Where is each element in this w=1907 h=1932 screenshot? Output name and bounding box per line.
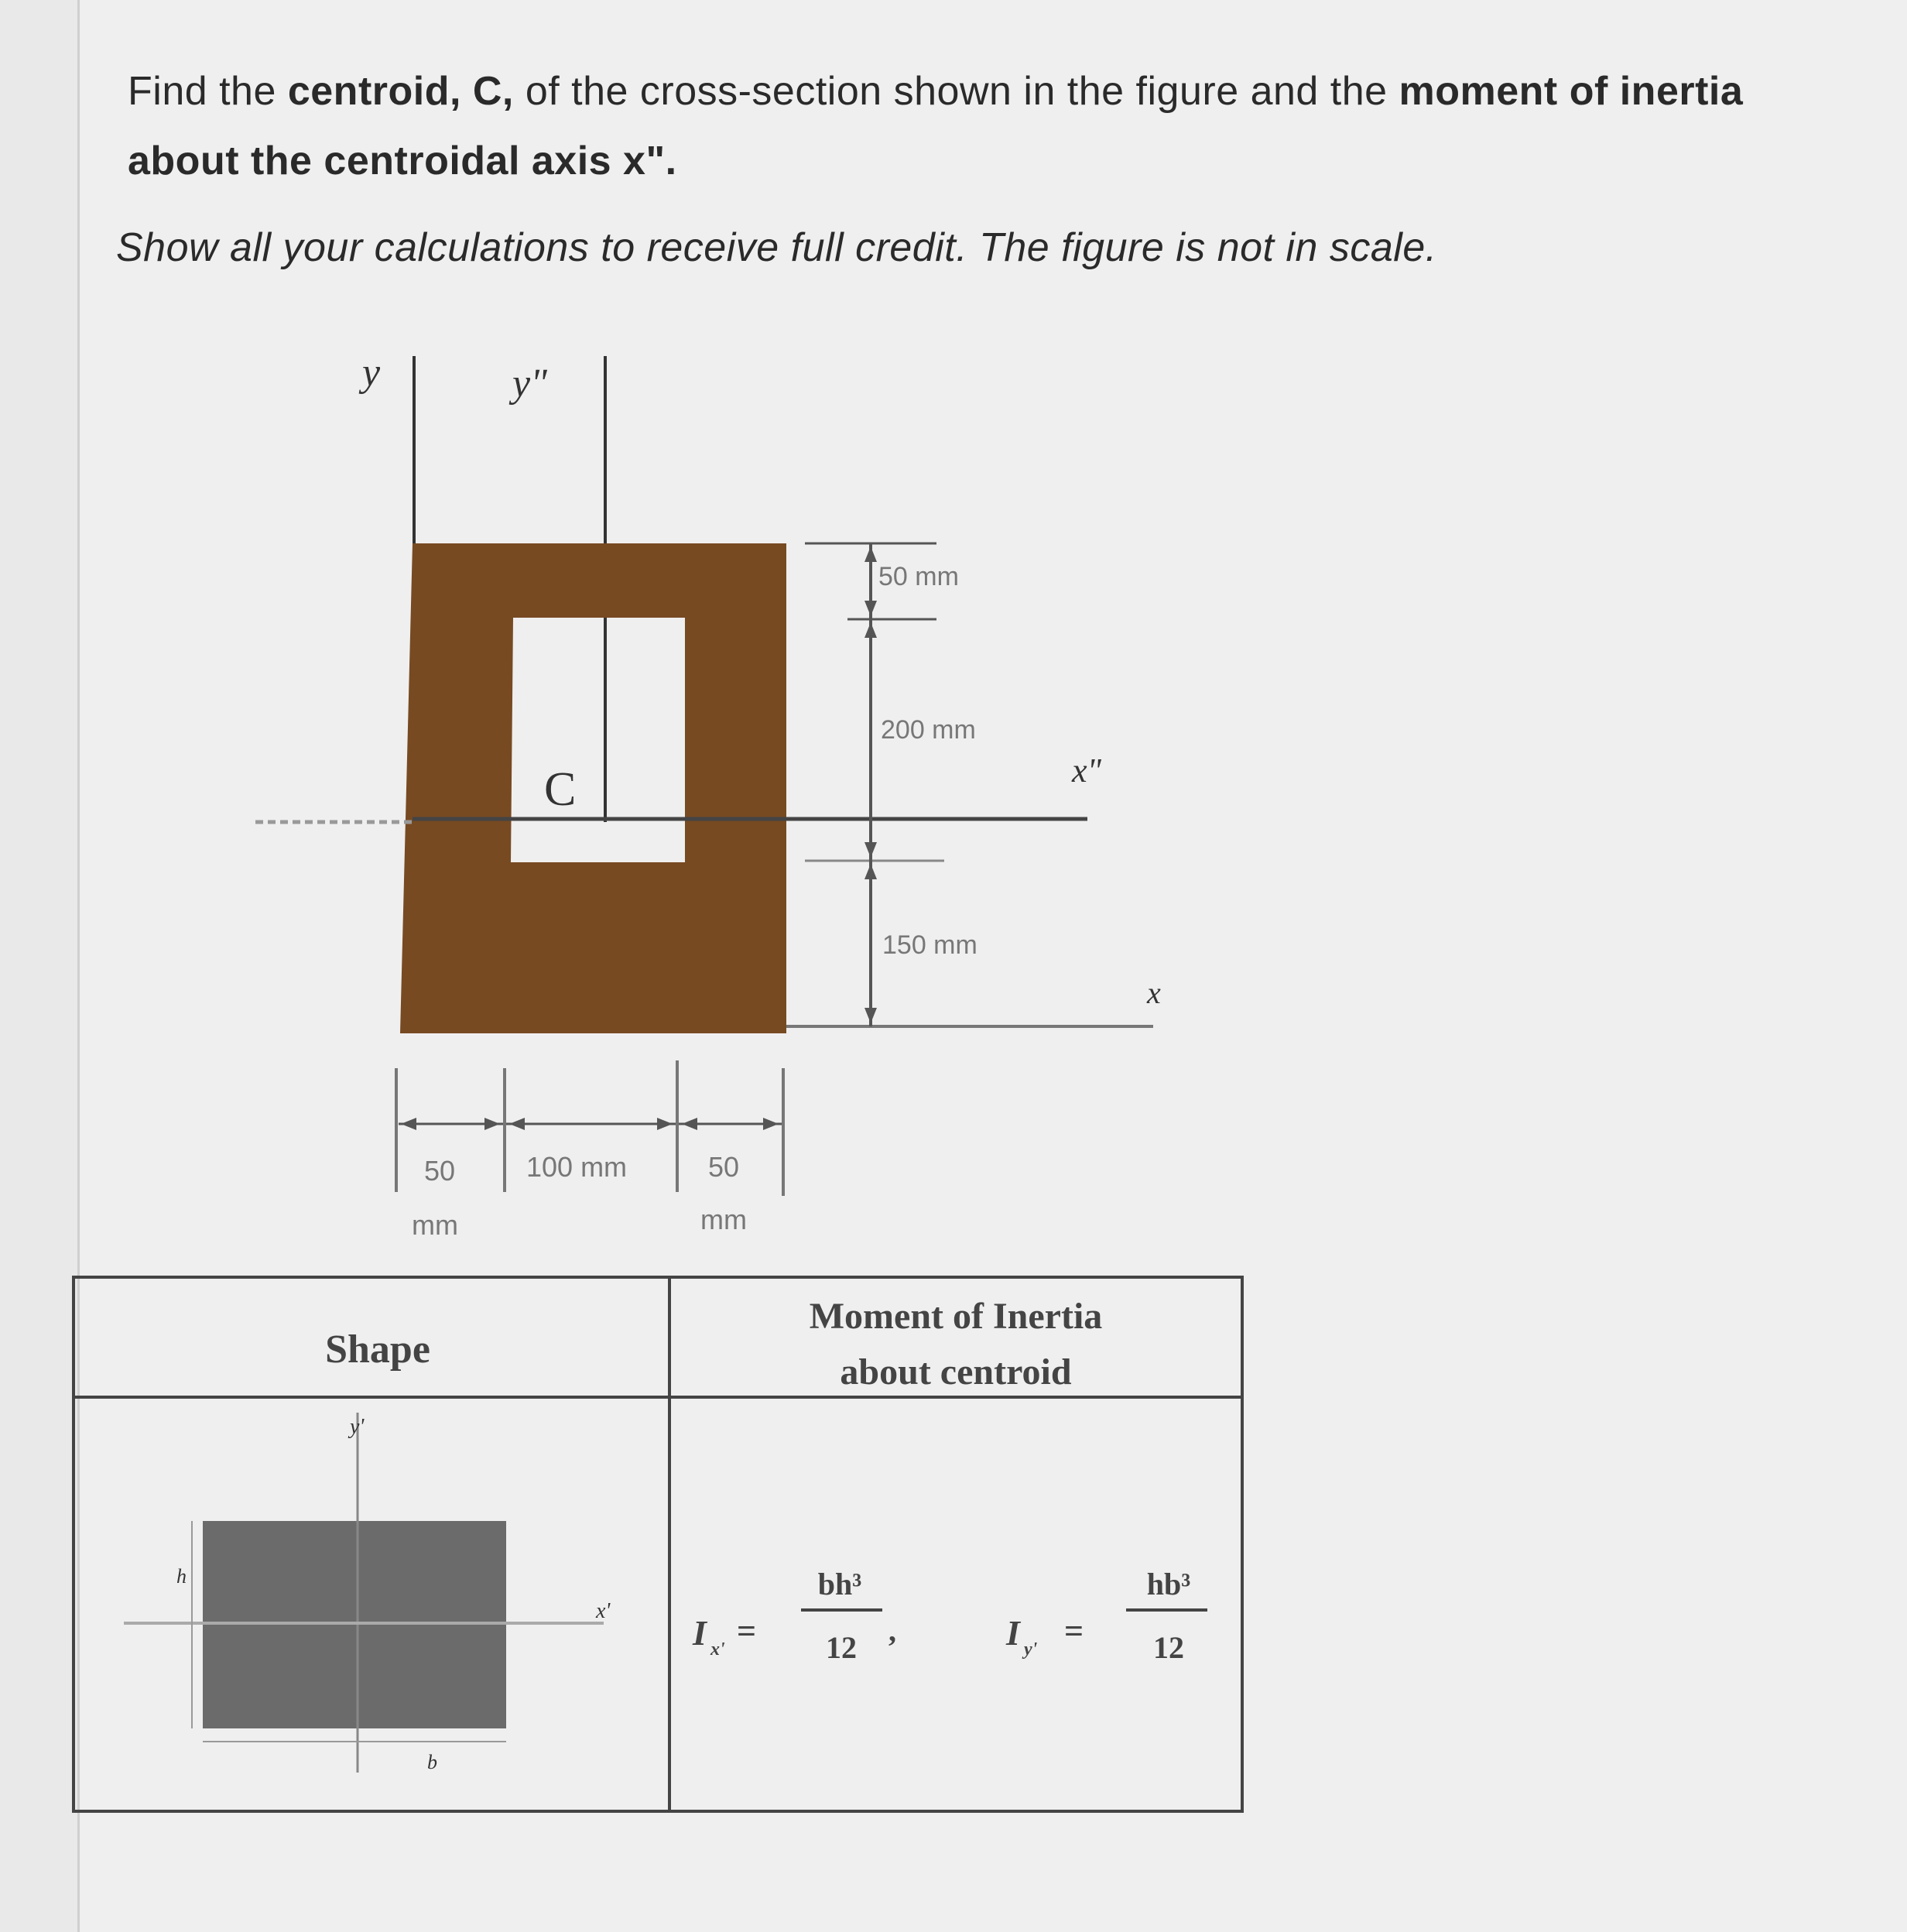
svg-text:bh³: bh³	[817, 1567, 862, 1601]
svg-text:y': y'	[1024, 1639, 1038, 1660]
svg-text:I: I	[1006, 1613, 1020, 1653]
svg-text:=: =	[1064, 1612, 1084, 1650]
dim-right-num: 50	[708, 1151, 740, 1183]
shape-x-label: x'	[596, 1599, 611, 1623]
centroid-label: C	[544, 763, 577, 816]
question-line-1: Find the centroid, C, of the cross-section shown in the figure and the moment of inertia	[128, 69, 1744, 114]
dim-center-label: 100 mm	[526, 1151, 628, 1183]
svg-text:hb³: hb³	[1146, 1567, 1191, 1601]
svg-text:12: 12	[826, 1630, 857, 1665]
y-axis-label: y	[362, 351, 381, 395]
svg-text:=: =	[737, 1612, 757, 1650]
shape-y-label: y'	[350, 1415, 365, 1439]
question-line-2: about the centroidal axis x".	[128, 139, 677, 183]
dim-middle-label: 200 mm	[881, 715, 976, 745]
svg-text:I: I	[693, 1613, 707, 1653]
dim-bottom-label: 150 mm	[882, 930, 977, 960]
dim-left-unit: mm	[412, 1209, 458, 1241]
formula-ix	[692, 1567, 896, 1665]
svg-text:,: ,	[888, 1613, 896, 1648]
dim-left-num: 50	[424, 1155, 456, 1187]
shape-header: Shape	[325, 1327, 430, 1372]
svg-text:12: 12	[1153, 1630, 1184, 1665]
shape-b-label: b	[427, 1751, 437, 1773]
shape-h-label: h	[176, 1565, 187, 1588]
moment-header-line2: about centroid	[840, 1351, 1072, 1392]
centroid-term: centroid, C,	[287, 69, 514, 114]
svg-text:x': x'	[710, 1639, 725, 1660]
y2-axis-label: y"	[512, 361, 547, 406]
dim-right-unit: mm	[700, 1204, 747, 1235]
moment-header-line1: Moment of Inertia	[809, 1296, 1103, 1337]
x-axis-label: x	[1147, 975, 1161, 1010]
formula-iy	[1005, 1567, 1207, 1665]
moment-term: moment of inertia	[1399, 69, 1744, 114]
dim-top-label: 50 mm	[878, 562, 959, 591]
x2-axis-label: x"	[1072, 752, 1102, 790]
instruction-text: Show all your calculations to receive full credit. The figure is not in scale.	[116, 225, 1437, 270]
